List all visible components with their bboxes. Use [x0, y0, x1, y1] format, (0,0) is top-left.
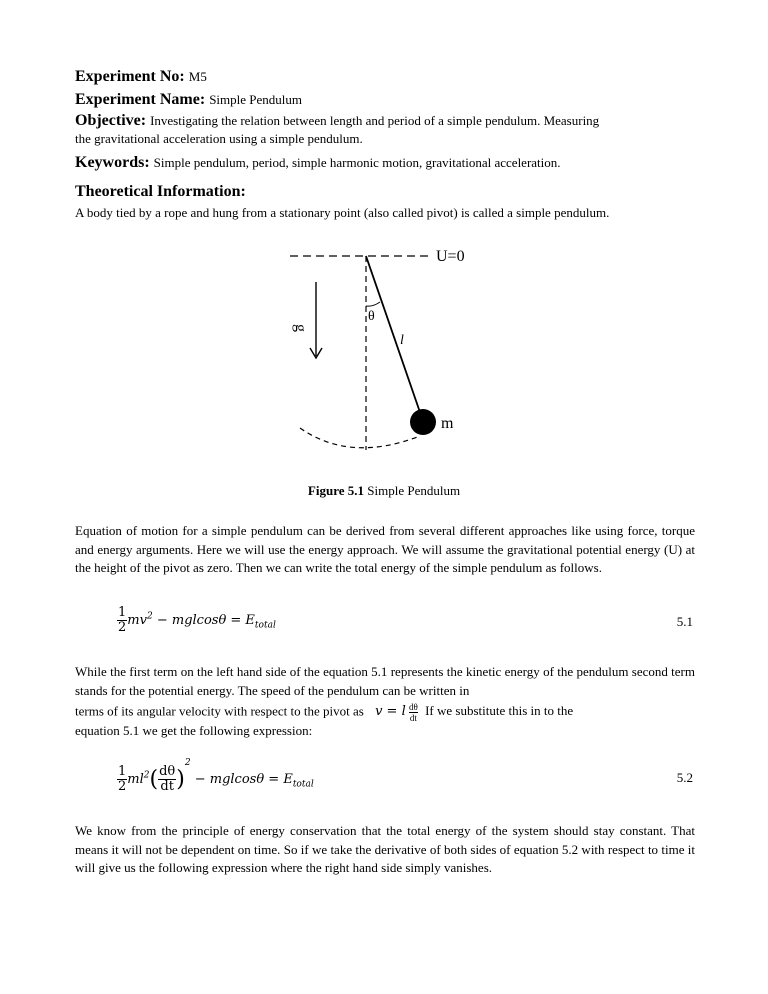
eq1-total-subscript: total [254, 620, 276, 631]
objective-line-1 [75, 112, 599, 130]
eq1-rest: − mglcosθ = E [152, 613, 255, 628]
eq1-square: 2 [146, 611, 153, 622]
experiment-number-value: M5 [188, 69, 207, 84]
experiment-name [75, 91, 302, 109]
paragraph-energy-approach: Equation of motion for a simple pendulum can be derived from several different approaches like using force, torque and energy arguments. Here we will use the energy approach. We will assume the gravitational potential energy (U) at the height of the pivot as zero. Then we can write the total energy of the simple pendulum as follows. [75, 523, 695, 575]
inline-dtheta: dθ [409, 702, 418, 712]
gravity-label: g [292, 324, 309, 332]
eq2-open-paren: ( [149, 767, 159, 792]
eq1-v: v [139, 613, 147, 628]
eq2-dt: dt [160, 779, 174, 794]
eq2-ml: ml [127, 772, 144, 787]
objective-text-2: the gravitational acceleration using a simple pendulum. [75, 131, 363, 146]
theory-heading: Theoretical Information: [75, 183, 246, 200]
figure-caption [0, 483, 768, 499]
equation-5-2 [117, 758, 314, 794]
experiment-number-label: Experiment No: [75, 68, 185, 85]
mass-label: m [441, 415, 454, 432]
eq2-close-paren: ) [176, 767, 185, 792]
swing-arc [300, 428, 420, 448]
inline-dtheta-dt [409, 702, 418, 723]
experiment-name-value: Simple Pendulum [209, 92, 302, 107]
keywords-label: Keywords: [75, 154, 150, 171]
equation-5-1 [117, 606, 276, 635]
pendulum-diagram [270, 238, 510, 463]
paragraph-kinetic-potential: While the first term on the left hand side of the equation 5.1 represents the kinetic energy of the pendulum second term stands for the potential energy. The speed of the pendulum can be written in [75, 664, 695, 698]
eq2-fraction-half [117, 765, 127, 794]
eq2-square: 2 [143, 770, 150, 781]
angular-velocity-text: terms of its angular velocity with respect to the pivot as [75, 703, 364, 719]
paragraph-angular-velocity [75, 702, 695, 723]
keywords [75, 154, 561, 172]
figure-caption-text: Simple Pendulum [367, 483, 461, 498]
eq2-dtheta-dt [158, 765, 176, 794]
inline-dt: dt [409, 713, 417, 723]
figure-caption-number: Figure 5.1 [307, 483, 365, 498]
theory-intro: A body tied by a rope and hung from a stationary point (also called pivot) is called a simple pendulum. [75, 205, 610, 220]
keywords-value: Simple pendulum, period, simple harmonic motion, gravitational acceleration. [153, 155, 561, 170]
experiment-name-label: Experiment Name: [75, 91, 206, 108]
eq2-rest: − mglcosθ = E [190, 772, 293, 787]
objective-text-1: Investigating the relation between length and period of a simple pendulum. Measuring [150, 113, 600, 128]
paragraph-energy-conservation: We know from the principle of energy conservation that the total energy of the system should stay constant. That means it will not be dependent on time. So if we take the derivative of both sides of equation 5.2 with respect to time it will give us the following expression where the right hand side simply vanishes. [75, 823, 695, 875]
eq1-fraction-half [117, 606, 127, 635]
angle-arc [366, 302, 380, 306]
eq1-denominator: 2 [118, 620, 127, 635]
eq1-m: m [127, 613, 140, 628]
pendulum-bob [410, 409, 436, 435]
equation-5-2-number: 5.2 [676, 770, 693, 785]
eq2-dtheta: dθ [159, 764, 176, 779]
eq1-numerator: 1 [118, 605, 127, 620]
eq2-numerator: 1 [118, 764, 127, 779]
potential-zero-label: U=0 [436, 248, 465, 265]
pendulum-string [366, 256, 423, 421]
substitute-text: If we substitute this in to the [425, 703, 574, 719]
eq2-denominator: 2 [118, 779, 127, 794]
theta-label: θ [368, 309, 375, 324]
eq2-total-subscript: total [292, 779, 314, 790]
length-label: l [400, 333, 404, 348]
experiment-number [75, 68, 207, 86]
paragraph-following-expression: equation 5.1 we get the following expression: [75, 723, 313, 738]
eq2-outer-square: 2 [184, 758, 191, 768]
objective-label: Objective: [75, 112, 147, 129]
equation-5-1-number: 5.1 [676, 614, 693, 629]
velocity-equation: v = l [375, 704, 406, 720]
